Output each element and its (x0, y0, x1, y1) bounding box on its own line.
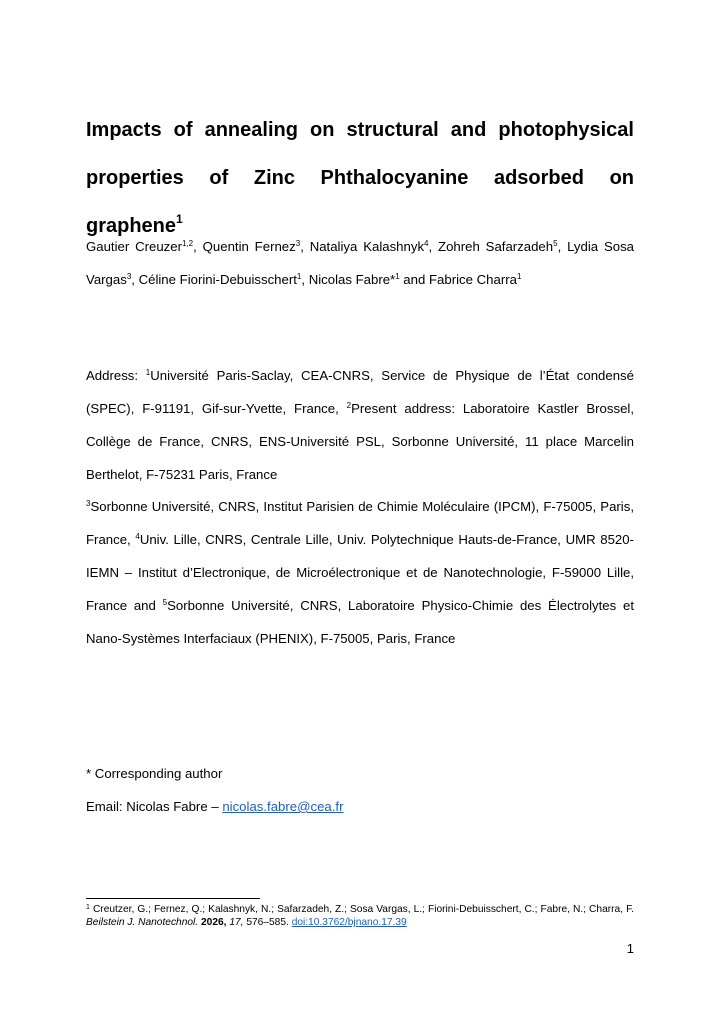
footnote-number: 1 (86, 904, 90, 911)
address-block (86, 359, 634, 491)
author-name: Céline Fiorini-Debuisschert (138, 272, 297, 287)
footnote-pages: 576–585. (246, 917, 289, 928)
email-link[interactable]: nicolas.fabre@cea.fr (222, 799, 344, 814)
author-name: Nicolas Fabre* (308, 272, 396, 287)
affiliation-3: Sorbonne Université, CNRS, Institut Parisien de Chimie Moléculaire (IPCM), F-75005, Paris, France, (86, 499, 634, 547)
page-number: 1 (626, 941, 634, 956)
affiliation-1: Université Paris-Saclay, CEA-CNRS, Service de Physique de l’État condensé (SPEC), F-91191, Gif-sur-Yvette, France, (86, 368, 634, 416)
doi-link[interactable]: doi:10.3762/bjnano.17.39 (291, 917, 407, 928)
affiliation-1-mark: 1 (145, 368, 151, 377)
author-affiliation-mark: 1 (516, 272, 522, 281)
author-affiliation-mark: 4 (424, 239, 429, 248)
author-affiliation-mark: 1 (395, 272, 400, 281)
title-footnote-mark: 1 (176, 212, 183, 226)
author-separator: , (193, 239, 203, 254)
footnote-divider (86, 898, 260, 899)
author-affiliation-mark: 5 (553, 239, 558, 248)
affiliation-5: Sorbonne Université, CNRS, Laboratoire Physico-Chimie des Électrolytes et Nano-Systèmes Interfaciaux (PHENIX), F-75005, Paris, France (86, 598, 635, 646)
title-text: Impacts of annealing on structural and photophysical properties of Zinc Phthalocyanine adsorbed on graphene (86, 119, 634, 237)
author-name: Fabrice Charra (428, 272, 517, 287)
author-affiliation-mark: 1,2 (182, 239, 194, 248)
affiliation-5-mark: 5 (162, 598, 168, 607)
affiliation-4: Univ. Lille, CNRS, Centrale Lille, Univ. Polytechnique Hauts-de-France, UMR 8520-IEMN – Institut d’Electronique, de Microélectronique et de Nanotechnologie, F-59000 Lille, France and (86, 532, 634, 613)
corresponding-author-label: * Corresponding author (86, 766, 223, 781)
corresponding-email-line (86, 790, 634, 823)
affiliation-4-mark: 4 (135, 532, 140, 541)
author-separator: , (428, 239, 439, 254)
footnote-authors: Creutzer, G.; Fernez, Q.; Kalashnyk, N.; Safarzadeh, Z.; Sosa Vargas, L.; Fiorini-Debuisschert, C.; Fabre, N.; Charra, F. (92, 904, 634, 915)
author-name: Lydia Sosa Vargas (86, 239, 635, 287)
footnote-journal: Beilstein J. Nanotechnol. (86, 917, 199, 928)
author-separator: , (301, 272, 309, 287)
author-list (86, 230, 634, 296)
author-separator: , (300, 239, 310, 254)
affiliation-2-mark: 2 (346, 401, 352, 410)
author-affiliation-mark: 3 (295, 239, 301, 248)
email-prefix: Email: Nicolas Fabre – (86, 799, 223, 814)
author-separator: , (131, 272, 139, 287)
author-name: Gautier Creuzer (86, 239, 182, 254)
footnote-volume: 17, (229, 917, 244, 928)
footnote (86, 903, 634, 929)
author-affiliation-mark: 1 (296, 272, 302, 281)
author-name: Zohreh Safarzadeh (438, 239, 554, 254)
author-affiliation-mark: 3 (126, 272, 132, 281)
author-name: Nataliya Kalashnyk (309, 239, 425, 254)
affiliation-3-mark: 3 (86, 499, 91, 508)
author-separator: , (557, 239, 568, 254)
paper-title (86, 106, 634, 250)
address-label: Address: (86, 368, 139, 383)
author-separator: and (399, 272, 429, 287)
footnote-year: 2026, (200, 917, 227, 928)
affiliation-2: Present address: Laboratoire Kastler Brossel, Collège de France, CNRS, ENS-Université PSL, Sorbonne Université, 11 place Marcelin Berthelot, F-75231 Paris, France (86, 401, 634, 482)
address-block-2 (86, 490, 634, 655)
author-name: Quentin Fernez (202, 239, 296, 254)
